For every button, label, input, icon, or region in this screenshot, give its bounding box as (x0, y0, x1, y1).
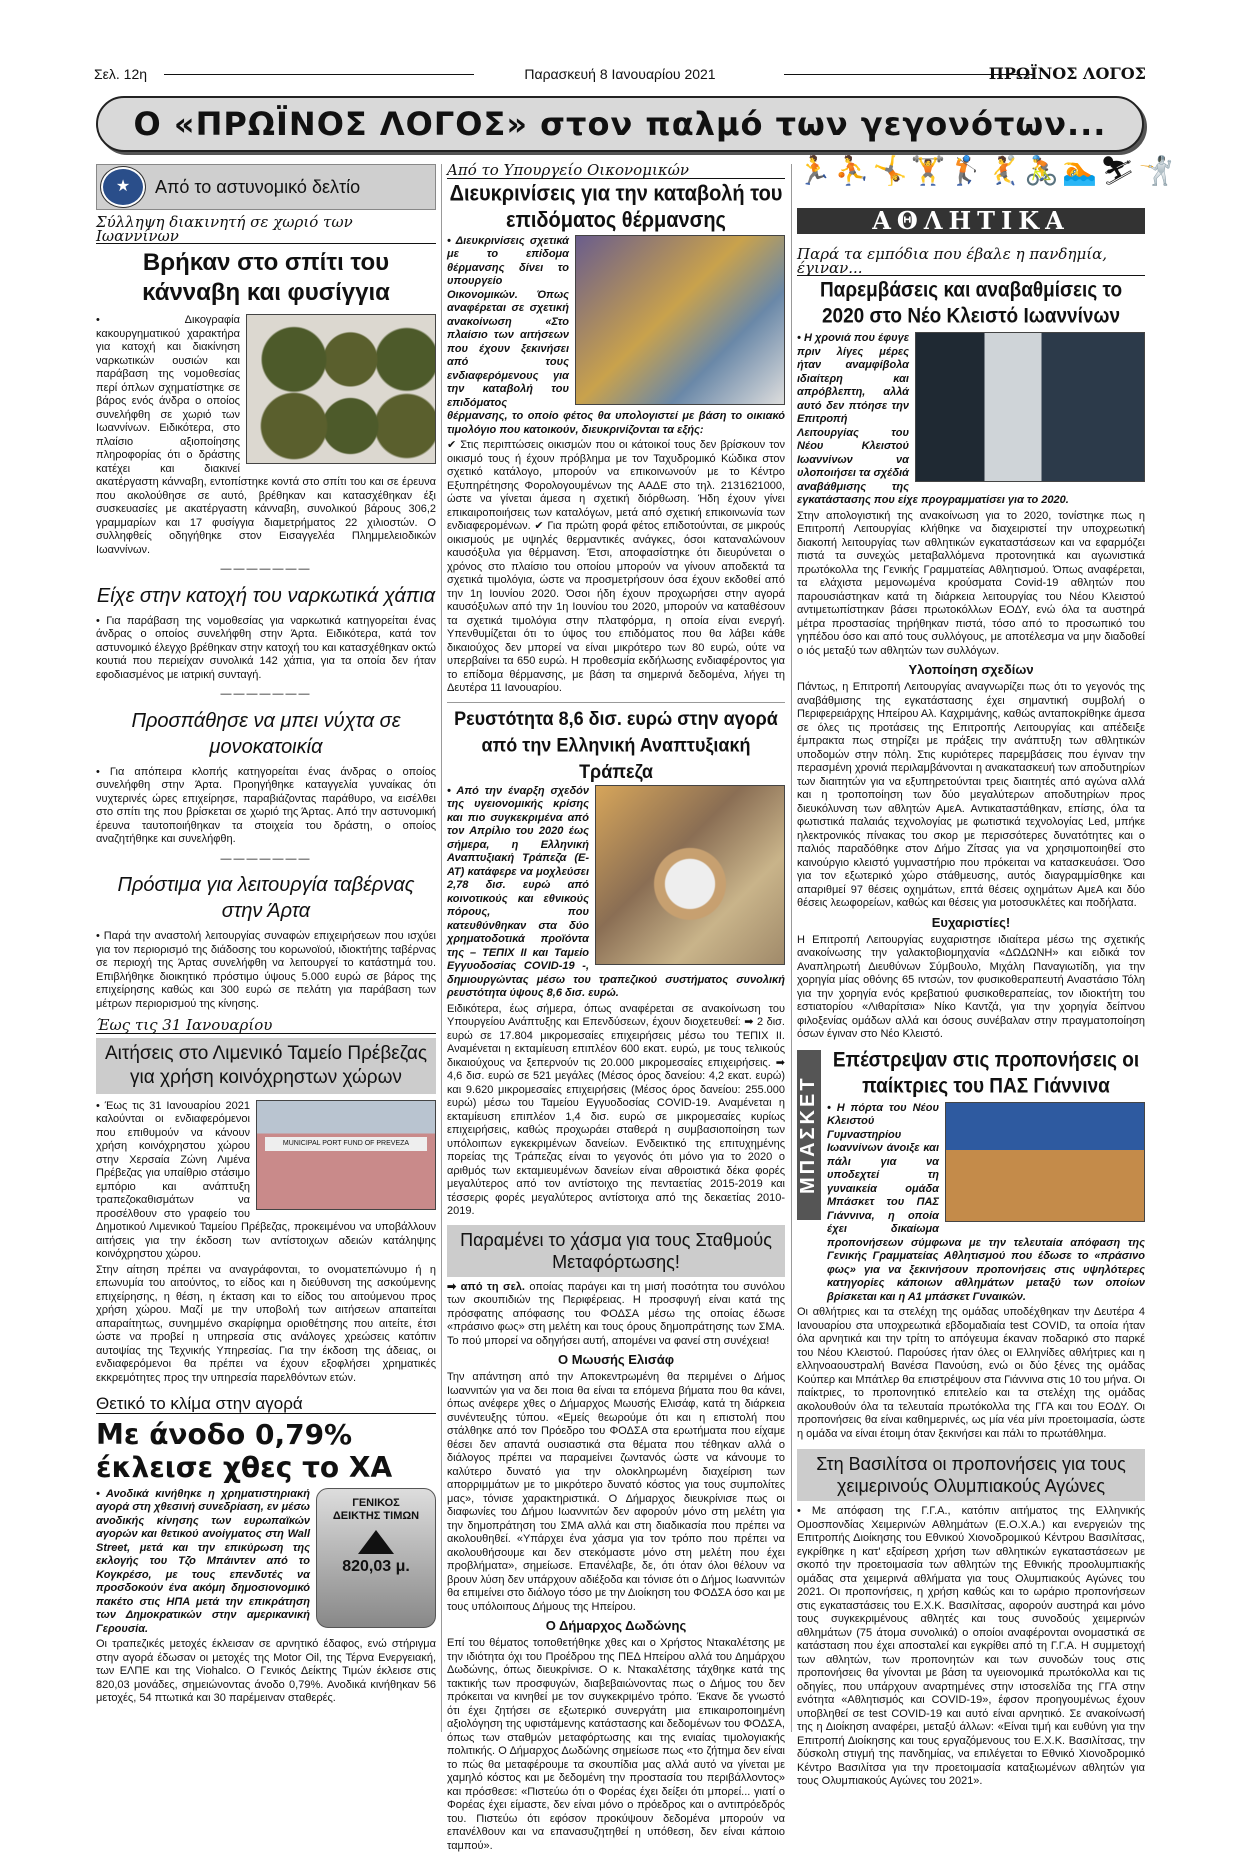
page-header (94, 64, 1146, 90)
article-lead: • Ανοδικά κινήθηκε η χρηματιστηριακή αγορά στη χθεσινή συνεδρίαση, εν μέσω ανοδικής κίνησης των ευρωπαϊκών αγορών και θετικού ανοίγματος στη Wall Street, μετά και την επικύρωση της εκλογής του Τζο Μπάιντεν από το Κογκρέσο, με τους επενδυτές να προσδοκούν ένα ακόμη δημοσιονομικό πακέτο στις ΗΠΑ μετά την επικράτηση των Δημοκρατικών στην αμερικανική Γερουσία. (96, 1487, 310, 1635)
column-1 (96, 164, 436, 1732)
article-body: • Δικογραφία κακουργηματικού χαρακτήρα για κατοχή και διακίνηση ναρκωτικών ουσιών και παράβαση της νομοθεσίας περί όπλων σχηματίστηκε σε βάρος ενός άνδρα ο οποίος συνελήφθη σε χωριό των Ιωαννίνων. Ειδικότερα, στο πλαίσιο αξιοποίησης πληροφορίας ότι ο δράστης κατέχει και διακινεί ακατέργαστη κάνναβη, εντοπίστηκε κοντά στο σπίτι του και σε έρευνα που ακολούθησε σε αυτό, βρέθηκαν και κατασχέθηκαν έξι συσκευασίες με ακατέργαστη κάνναβη, συνολικού βάρους 306,2 γραμμαρίων και 17 φυσίγγια διαμετρήματος 22 χιλιοστών. Ο συλληφθείς οδηγήθηκε στον Εισαγγελέα Πλημμελειοδικών Ιωαννίνων. (96, 314, 436, 556)
article-kicker: Παρά τα εμπόδια που έβαλε η πανδημία, έγιναν... (797, 248, 1145, 276)
article-title: Παραμένει το χάσμα για τους Σταθμούς Μεταφόρτωσης! (447, 1225, 785, 1277)
article-body: • Με απόφαση της Γ.Γ.Α., κατόπιν αιτήματος της Ελληνικής Ομοσπονδίας Χειμερινών Αθλημάτων (Ε.Ο.Χ.Α.) και ενεργειών της Επιτροπής Διοίκησης του Εθνικού Χιονοδρομικού Κέντρου Βασιλίτσας, εγκρίθηκε η κατ' εξαίρεση χρήση των αθλητικών εγκαταστάσεων με σκοπό την προετοιμασία των αθλητών της Εθνικής προολυμπιακής ομάδας στα χειμερινά αθλήματα για τους Ολυμπιακούς Αγώνες του 2021. Οι προπονήσεις, η χρήση καθώς και το ωράριο προπονήσεων στις εγκαταστάσεις του Ε.Χ.Κ. Βασιλίτσας, αφορούν αυστηρά και μόνο τους συγκεκριμένους αθλητές και τους συνοδούς χειμερινών αθλημάτων (75 άτομα συνολικά) ο οποίοι αναφέρονται ονομαστικά σε κατάσταση που έχει αποσταλεί και εγκρίθει από τη Γ.Γ.Α. Η συμμετοχή των αθλητών, των προπονητών και των συνοδών τους στις προπονήσεις θα γίνονται με βάση τα υγειονομικά πρωτόκολλα και τις οδηγίες, που υπάρχουν αναρτημένες στην ιστοσελίδα της ΓΓΑ στην ενότητα «Αθλητισμός και COVID-19», έφσον προηγουμένως έχουν υποβληθεί σε test COVID-19 και αυτό είναι αρνητικό. Σε ανακοίνωσή της η Διοίκηση αναφέρει, μεταξύ άλλων: «Είναι τιμή και ευθύνη για την Επιτροπή Διοίκησης και τους εργαζόμενους του Ε.Χ.Κ. Βασιλίτσας, την δύσκολη στιγμή της πανδημίας, να επιλέγεται το Εθνικό Χιονοδρομικό Κέντρο Βασιλίτσα για την προετοιμασία καταξιωμένων αθλητών για τους Ολυμπιακούς Αγώνες του 2021». (797, 1505, 1145, 1787)
article-subhead: Υλοποίηση σχεδίων (908, 662, 1034, 677)
article-body: Η Επιτροπή Λειτουργίας ευχαριστησε ιδιαίτερα μέσω της σχετικής ανακοίνωσης την γαλακτοβιομηχανία «ΔΩΔΩΝΗ» και ειδικά τον Αναπληρωτή Διευθύνων Σύμβουλο, Μιχάλη Παναγιωτίδη, για την χορηγία μίας οθόνης 65 ιντσών, τον φυσικοθεραπευτή Αναστάσιο Τόλη για την χορηγία ενός κρεβατιού φυσικοθεραπείας, τον ιδιοκτήτη του εστιατορίου «Λιθαρίτσια» Νίκο Καντζά, για την χορηγία δείπνου φιλοξενίας ομάδων αλλά και όσους συνέβαλαν στην πραγματοποίηση όσων έγιναν στο Νέο Κλειστό. (797, 933, 1145, 1040)
port-fund-sign: MUNICIPAL PORT FUND OF PREVEZA (265, 1137, 427, 1151)
article-subhead: Ο Μωυσής Ελισάφ (557, 1352, 674, 1367)
article-title: Παρεμβάσεις και αναβαθμίσεις το 2020 στο Νέο Κλειστό Ιωαννίνων (819, 278, 1123, 329)
article-body: Την απάντηση από την Αποκεντρωμένη θα περιμένει ο Δήμος Ιωαννιτών για να δει ποια θα είναι τα επόμενα βήματα που θα κάνει, όπως ανέφερε χθες ο Δήμαρχος Μωυσής Ελισάφ, κατά τη διάρκεια συνέντευξης τύπου. «Εμείς θεωρούμε ότι και η επιστολή που στάλθηκε από τον Πρόεδρο του ΦΟΔΣΑ στα ερωτήματα που είχαμε θέσει δεν απαντά ουσιαστικά στα θέματα που τέθηκαν αλλά ο διάλογος πρέπει να παραμείνει ζωντανός ώστε να κάνουμε το καλύτερο δυνατό για την ολοκληρωμένη διαχείριση των απορριμμάτων με το μικρότερο δυνατό κόστος για τους συμπολίτες μας», τόνισε χαρακτηριστικά. Ο Δήμαρχος διευκρίνισε πως οι διαφωνίες του Δήμου Ιωαννιτών δεν αφορούν μόνο στη μελέτη για την δημοπράτηση του ΣΜΑ αλλά και στη διαδικασία που πρέπει να ακολουθηθεί. «Υπάρχει ένα χάσμα για τον τρόπο που πρέπει να ακολουθήσουμε και δεν στεκόμαστε μόνο στη μελέτη που έχει προβλήματα», σημείωσε. Επανέλαβε, δε, ότι όταν όλοι θέλουν να βρουν λύση δεν υπάρχουν αδιέξοδα και τόνισε ότι ο Δήμος Ιωαννιτών θα επιμείνει στο διάλογο τόσο με την Διοίκηση του ΦΟΔΣΑ όσο και με τους υπόλοιπους Δήμους της Ηπείρου. (447, 1371, 785, 1613)
article-title: Επέστρεψαν στις προπονήσεις οι παίκτριες του ΠΑΣ Γιάννινα (832, 1048, 1140, 1098)
separator: ——————— (220, 563, 312, 575)
page-number: Σελ. 12η (94, 66, 148, 82)
police-badge-icon: ★ (101, 167, 145, 207)
article-title: Είχε στην κατοχή του ναρκωτικά χάπια (96, 584, 436, 607)
athletes-silhouettes-icon: 🏃⛹🤸🏋🏌🤾🚴🏊⛷🤺 (797, 155, 1177, 186)
sports-section-label: ΑΘΛΗΤΙΚΑ (797, 208, 1145, 234)
article-body: Ειδικότερα, έως σήμερα, όπως αναφέρεται σε ανακοίνωση του Υπουργείου Ανάπτυξης και Επενδύσεων, έχουν διοχετευθεί: ➡ 2 δισ. ευρώ σε 17.804 μικρομεσαίες επιχειρήσεις μέσω του ΤΕΠΙΧ ΙΙ. Αναμένεται η εκταμίευση επιπλέον 600 εκατ. ευρώ, με τους τελικούς δικαιούχους να ξεπερνούν τις 20.000 μικρομεσαίες επιχειρήσεις. ➡ 4,6 δισ. ευρώ σε 521 μεγάλες (Μέσος όρος δανείου: 4,2 εκατ. ευρώ) και 9.620 μικρομεσαίες επιχειρήσεις (Μέσος όρος δανείου: 255.000 ευρώ) μέσω του Ταμείου Εγγυοδοσίας COVID-19. Αναμένεται η εκταμίευση επιπλέον 1,4 δισ. ευρώ σε μικρομεσαίες κυρίως επιχειρήσεις, καθώς προχωράει σταθερά η συμβασιοποίηση των υπόλοιπων εγκεκριμένων δανείων. Ενδεικτικό της επιτυχημένης πορείας της Τράπεζας είναι το γεγονός ότι μόνο για το 2020 ο αριθμός των εκταμιευμένων δανείων είναι αθροιστικά δέκα φορές μεγαλύτερος από τον αντίστοιχο της πενταετίας 2015-2019 και τέσσερις φορές μεγαλύτερος αντίστοιχα από της δεκαετίας 2010-2019. (447, 1002, 785, 1217)
up-arrow-icon (358, 1530, 394, 1554)
gauge-value: 820,03 μ. (342, 1557, 410, 1575)
page-banner: Ο «ΠΡΩΪΝΟΣ ΛΟΓΟΣ» στον παλμό των γεγονότων... (96, 96, 1144, 152)
police-section-label: Από το αστυνομικό δελτίο (155, 177, 361, 197)
market-section-label: Θετικό το κλίμα στην αγορά (96, 1395, 436, 1414)
article-lead: • Η πόρτα του Νέου Κλειστού Γυμναστηρίου Ιωαννίνων άνοιξε και πάλι για να υποδεχτεί τη γυναικεία ομάδα Μπάσκετ του ΠΑΣ Γιάννινα, η οποία έχει δικαίωμα προπονήσεων σύμφωνα με την τελευταία απόφαση της Γενικής Γραμματείας Αθλητισμού που έδωσε το «πράσινο φως» για να ξεκινήσουν προπονήσεις στις υψηλότερες κατηγορίες κάποιων αθλημάτων μεταξύ των οποίων βρίσκεται και η Α1 μπάσκετ Γυναικών. (827, 1101, 1145, 1303)
general-index-graphic (316, 1488, 436, 1628)
article-body: • Για απόπειρα κλοπής κατηγορείται ένας άνδρας ο οποίος συνελήφθη στην Άρτα. Προηγήθηκε καταγγελία γυναίκας ότι νυχτερινές ώρες επιχείρησε, παραβιάζοντας παράθυρο, να εισέλθει στο σπίτι της που βρίσκεται σε χωριό της Άρτας. Από την αστυνομική έρευνα ταυτοποιήθηκαν τα στοιχεία του δράστη, ο οποίος αναζητήθηκε και συνελήφθη. (96, 765, 436, 845)
basketball-team-photo (945, 1102, 1145, 1222)
article-body: ✔ Στις περιπτώσεις οικισμών που οι κάτοικοί τους δεν βρίσκουν τον οικισμό τους ή έχουν πρόβλημα με τον Ταχυδρομικό Κώδικα στον σχετικό κατάλογο, μπορούν να επικοινωνούν με το Κέντρο Εξυπηρέτησης Φορολογουμένων της ΑΑΔΕ στο τηλ. 2131621000, ώστε να γίνεται άμεσα η σχετική διόρθωση. Ήδη έχουν γίνει επικαιροποιήσεις των καταλόγων, μετά από σχετική επικοινωνία των ενδιαφερομένων. ✔ Για πρώτη φορά φέτος επιδοτούνται, σε μικρούς οικισμούς με υψηλές θερμαντικές ανάγκες, όσοι καταναλώνουν καυσόξυλα για θέρμανση. Έτσι, αποφασίστηκε ότι διευρύνεται ο χρόνος στο πλαίσιο του οποίου μπορούν να γίνουν αποδεκτά τα σχετικά τιμολόγια, ώστε να προσμετρήσουν όσα έχουν εκδοθεί από την 1η Ιουνίου 2020. Όσοι ήδη έχουν προχωρήσει στην αγορά καυσόξυλων από την 1η Ιουνίου του 2020, μπορούν να καταθέσουν τα σχετικά τιμολόγια στην πλατφόρμα, η οποία είναι ενεργή. Υπενθυμίζεται ότι το ύψος του επιδόματος που θα λάβει κάθε δικαιούχος δεν μπορεί να είναι μικρότερο των 80 ευρώ, ούτε να υπερβαίνει τα 650 ευρώ. Η προθεσμία εκδήλωσης ενδιαφέροντος για το επίδομα θέρμανσης, με βάση τα σημερινά δεδομένα, λήγει τη Δευτέρα 11 Ιανουαρίου. (447, 439, 785, 694)
article-title: Στη Βασιλίτσα οι προπονήσεις για τους χειμερινούς Ολυμπιακούς Αγώνες (797, 1449, 1145, 1501)
article-subhead: Ευχαριστίες! (931, 914, 1011, 930)
article-body: Πάντως, η Επιτροπή Λειτουργίας αναγνωρίζει πως ότι το γεγονός της αναβάθμισης της εγκατάστασης έχει σημαντική συμβολή ο Περιφερειάρχης Ηπείρου Αλ. Καχριμάνης, καθώς ανταποκρίθηκε άμεσα σε όλες τις προτάσεις της Επιτροπής Λειτουργίας και απέδειξε έμπρακτα πως στηρίζει με πράξεις την ανάπτυξη των αθλητικών υποδομών στην πόλη. Στις κυριότερες παρεμβάσεις που έγιναν την περασμένη χρονιά περιλαμβάνονται η ανακατασκευή των αποδυτηρίων των διαιτητών για να εξυπηρετούνται τρεις διαιτητές από αγώνα αλλά και η τροποποίηση των δύο μεγαλύτερων αποδυτηρίων προς διευκόλυνση των αθλητών ΑμεΑ. Αντικαταστάθηκαν, επίσης, όλα τα φωτιστικά παλαιάς τεχνολογίας με φωτιστικά τεχνολογίας Led, μπήκε ηλεκτρονικός πίνακας του σκορ με περισσότερες δυνατότητες και ο παλιός παραδόθηκε στον Δήμο Ζίτσας για να χρησιμοποιηθεί στο καινούργιο κλειστό γυμναστήριο που πρόκειται να κατασκευάσει. Όσο για τον εξωτερικό χώρο στάθμευσης, αυτός διαγραμμίσθηκε και απαριθμεί 97 θέσεις οχημάτων, επτά θέσεις οχημάτων ΑμεΑ και δύο θέσεις λεωφορείων, καθώς και θέσεις για μοτοσυκλέτες και ποδήλατα. (797, 681, 1145, 909)
port-fund-building-photo (256, 1100, 436, 1210)
gauge-label-line1: ΓΕΝΙΚΟΣ (352, 1496, 400, 1509)
article-lead: • Διευκρινίσεις σχετικά με το επίδομα θέρμανσης δίνει το υπουργείο Οικονομικών. Όπως αναφέρεται σε σχετική ανακοίνωση «Στο πλαίσιο των αιτήσεων που έχουν ξεκινήσει από τους ενδιαφερόμενους για την καταβολή του επιδόματος θέρμανσης, το οποίο φέτος θα υπολογιστεί με βάση το οικιακό τιμολόγιο που κατοικούν, διευκρινίζονται τα εξής: (447, 234, 785, 436)
article-body: Οι αθλήτριες και τα στελέχη της ομάδας υποδέχθηκαν την Δευτέρα 4 Ιανουαρίου στα υποχρεωτικά εβδομαδιαία test COVID, τα οποία ήταν όλα αρνητικά και την τρίτη το απόγευμα έκαναν ποδαρικό στο παρκέ του Νέου Κλειστού. Παρούσες ήταν όλες οι Ελληνίδες αθλήτριες και η ελληνοαουστραλή Βανέσα Πανούση, ενώ οι δύο ξένες της ομάδας Κούπερ και Μπάτλερ θα επιστρέψουν στα Γιάννινα στις 10 του μήνα. Οι παίκτριες, το προπονητικό επιτελείο και τα στελέχη της ομάδας ακολουθούν όλα τα τελευταία πρωτόκολλα της ΓΓΑ και του ΕΟΔΥ. Οι προπονήσεις θα είναι καθημερινές, ως μία νέα μίνι προετοιμασία, ώστε η ομάδα να είναι έτοιμη όταν ξεκινήσει και πάλι το πρωτάθλημα. (797, 1306, 1145, 1440)
gauge-label-line2: ΔΕΙΚΤΗΣ ΤΙΜΩΝ (332, 1510, 420, 1522)
basketball-article (797, 1050, 1145, 1305)
article-body: Στην απολογιστική της ανακοίνωση για το 2020, τονίστηκε πως η Επιτροπή Λειτουργίας κλήθηκε να διαχειριστεί την υποχρεωτική διακοπή λειτουργίας των αθλητικών εγκαταστάσεων και να εφαρμόζει πιστά τα συνεχώς μεταβαλλόμενα προτονητικά και αγωνιστικά πρωτόκολλα της Γενικής Γραμματείας Αθλητισμού. Όπως αναφέρεται, τα ελάχιστα μεμονωμένα κρούσματα Covid-19 αθλητών που παρουσιάστηκαν κατά τη διάρκεια λειτουργίας του Νέου Κλειστού αντιμετωπίστηκαν βάσει πρωτοκόλλων ΕΟΔΥ, ενώ όλα τα αυστηρά μέτρα προστασίας τηρήθηκαν πιστά, τόσο από το προσωπικό του γηπέδου όσο και από τους συλλόγους, με αποτέλεσμα να μην διαδοθεί ο ιός μεταξύ των αθλητών των συλλόγων. (797, 509, 1145, 657)
article-title: Πρόστιμα για λειτουργία ταβέρνας στην Άρτα (117, 874, 415, 922)
article-body: Στην αίτηση πρέπει να αναγράφονται, το ονοματεπώνυμο ή η επωνυμία του αιτούντος, το είδος και η διεύθυνση της ασκούμενης επιχείρησης, η θέση, η έκταση και το είδος του αιτούμενου προς χρήση χώρου. Μαζί με την υποβολή των αιτήσεων απαιτείται απαραίτητως, συνημμένο σκαρίφημα οριοθέτησης που αιτείτε, έτσι ώστε να προβεί η υπηρεσία στις ανάλογες χρεώσεις κατόπιν αυτοψίας της Τεχνικής Υπηρεσίας. Για την έκδοση της άδειας, οι ενδιαφερόμενοι θα πρέπει να έχουν εξοφλήσει χρηματικές εκκρεμότητες προς την υπηρεσία παρελθόντων ετών. (96, 1263, 436, 1384)
article-lead: • Από την έναρξη σχεδόν της υγειονομικής κρίσης και πιο συγκεκριμένα από τον Απρίλιο του 2020 έως σήμερα, η Ελληνική Αναπτυξιακή Τράπεζα (Ε-ΑΤ) κατάφερε να μοχλεύσει 2,78 δισ. ευρώ από κοινοτικούς και εθνικούς πόρους, που κατευθύνθηκαν στα δύο χρηματοδοτικά προϊόντα της – ΤΕΠΙΧ ΙΙ και Ταμείο Εγγυοδοσίας COVID-19 -, δημιουργώντας μέσω του τραπεζικού συστήματος συνολική ρευστότητα ύψους 8,6 δισ. ευρώ. (447, 784, 785, 999)
masthead: ΠΡΩΪΝΟΣ ΛΟΓΟΣ (988, 64, 1146, 83)
issue-date: Παρασκευή 8 Ιανουαρίου 2021 (524, 66, 716, 82)
continued-from-label: ➡ από τη σελ. (447, 1280, 525, 1293)
euro-radiator-photo (575, 235, 785, 405)
sports-section-header (797, 155, 1177, 248)
cannabis-photo (246, 314, 436, 464)
article-title: Με άνοδο 0,79% έκλεισε χθες το ΧΑ (96, 1417, 393, 1484)
article-body: οποίας παράγει και τη μισή ποσότητα του συνόλου των σκουπιδιών της Περιφέρειας. Η προσφυγή είναι κατά της πρόσφατης απόφασης του ΦΟΔΣΑ μέσω της οποίας έδωσε «πράσινο φως» στη μελέτη και τους όρους δημοπράτησης των ΣΜΑ. Το πού μπορεί να οδηγήσει αυτή, απομένει να φανεί στη συνέχεια! (447, 1280, 785, 1347)
article-title: Ρευστότητα 8,6 δισ. ευρώ στην αγορά από την Ελληνική Αναπτυξιακή Τράπεζα (454, 707, 778, 782)
column-2 (447, 161, 785, 1852)
article-title: Διευκρινίσεις για την καταβολή του επιδόματος θέρμανσης (449, 181, 783, 232)
article-kicker: Σύλληψη διακινητή σε χωριό των Ιωαννίνων (96, 216, 436, 244)
article-body: • Για παράβαση της νομοθεσίας για ναρκωτικά κατηγορείται ένας άνδρας ο οποίος συνελήφθη στην Άρτα. Ειδικότερα, κατά τον αστυνομικό έλεγχο βρέθηκαν στην κατοχή του και κατασχέθηκαν οκτώ κουτιά που περιείχαν συνολικά 142 χάπια, για τα οποία δεν ήταν εφοδιασμένος με ιατρική συνταγή. (96, 614, 436, 681)
separator: ——————— (220, 688, 312, 700)
article-title: Προσπάθησε να μπει νύχτα σε μονοκατοικία (131, 709, 401, 758)
article-body: • Παρά την αναστολή λειτουργίας συναφών επιχειρήσεων που ισχύει για τον περιορισμό της διάδοσης του κορωνοϊού, ιδιοκτήτης ταβέρνας σε περιοχή της Άρτας συνελήφθη να λειτουργεί το κατάστημά του. Επιβλήθηκε διοικητικό πρόστιμο ύψους 5.000 ευρώ σε βάρος της επιχείρησης καθώς και 300 ευρώ σε πελάτη για παράβαση των μέτρων περιορισμού της κίνησης. (96, 930, 436, 1010)
article-body: • Έως τις 31 Ιανουαρίου 2021 καλούνται οι ενδιαφερόμενοι που επιθυμούν να κάνουν χρήση κοινόχρηστου χώρου στην Χερσαία Ζώνη Λιμένα Πρέβεζας για υπαίθριο στάσιμο εμπόριο και ανάπτυξη τραπεζοκαθισμάτων να προσέλθουν στο γραφείο του Δημοτικού Λιμενικού Ταμείου Πρέβεζας, προκειμένου να υποβάλλουν αιτήσεις για την έκδοση των αντίστοιχων αδειών κατάληψης κοινόχρηστου χώρου. (96, 1099, 436, 1260)
article-title: Αιτήσεις στο Λιμενικό Ταμείο Πρέβεζας για χρήση κοινόχρηστων χώρων (96, 1038, 436, 1094)
article-kicker: Από το Υπουργείο Οικονομικών (447, 164, 785, 179)
separator: ——————— (220, 852, 312, 865)
locker-room-photo (915, 332, 1145, 482)
article-body: Οι τραπεζικές μετοχές έκλεισαν σε αρνητικό έδαφος, ενώ στήριγμα στην αγορά έδωσαν οι μετοχές της Motor Oil, της Τέρνα Ενεργειακή, των ΕΛΠΕ και της Viohalco. Ο Γενικός Δείκτης Τιμών έκλεισε στις 820,03 μονάδες, σημειώνοντας άνοδο 0,79%. Ανοδικά κινήθηκαν 56 μετοχές, 54 πτωτικά και 30 παρέμειναν σταθερές. (96, 1638, 436, 1704)
column-3 (797, 155, 1177, 1787)
article-title: Βρήκαν στο σπίτι του κάνναβη και φυσίγγια (142, 249, 390, 306)
article-lead: • Η χρονιά που έφυγε πριν λίγες μέρες ήταν αναμφίβολα ιδιαίτερη και απρόβλεπτη, αλλά αυτό δεν πτόησε την Επιτροπή Λειτουργίας του Νέου Κλειστού Ιωαννίνων να υλοποιήσει τα σχέδιά αναβάθμισης της εγκατάστασης που είχε προγραμματίσει για το 2020. (797, 332, 1069, 506)
article-subhead: Ο Δήμαρχος Δωδώνης (545, 1618, 687, 1633)
police-section-header (96, 164, 436, 210)
article-body: Επί του θέματος τοποθετήθηκε χθες και ο Χρήστος Ντακαλέτσης με την ιδιότητα όχι του Προέδρου της ΠΕΔ Ηπείρου αλλά του Δημάρχου Δωδώνης, όπως διευκρίνισε. Ο κ. Ντακαλέτσης τάχθηκε κατά της τακτικής των προσφυγών, διαβεβαιώνοντας πως ο Δήμος του δεν πρόκειται να κινηθεί με τον συγκεκριμένο τρόπο. Έκανε δε γνωστό ότι έχει ζητήσει σε εξωτερικό συνεργάτη μια επικαιροποιημένη αξιολόγηση της υφιστάμενης κατάστασης και δεδομένων του ΦΟΔΣΑ, όπως των σταθμών μεταφόρτωσης και της ενιαίας τιμολογιακής πολιτικής. Ο Δήμαρχος Δωδώνης σημείωσε πως «το ζήτημα δεν είναι το πώς θα μεταφέρουμε τα σκουπίδια μας αλλά αυτό να γίνεται με χαμηλό κόστος και με δεδομένη την προστασία του περιβάλλοντος» και πρόσθεσε: «Πιστεύω ότι ο Φορέας έχει δείξει ότι μπορεί... γιατί ο Φορέας έχει είμαστε, δεν είναι μόνο ο πρόεδρος και ο αντιπρόεδρός του. Πιστεύω ότι εφόσον προκύψουν δεδομένα μπορούν να επανέλθουν και να επανασυζητηθεί η υπόθεση, δεν είναι κάποιο ταμπού». (447, 1637, 785, 1852)
basketball-section-label: ΜΠΑΣΚΕΤ (797, 1050, 821, 1220)
euro-banknotes-photo (595, 785, 785, 965)
article-kicker: Έως τις 31 Ιανουαρίου (96, 1019, 436, 1034)
